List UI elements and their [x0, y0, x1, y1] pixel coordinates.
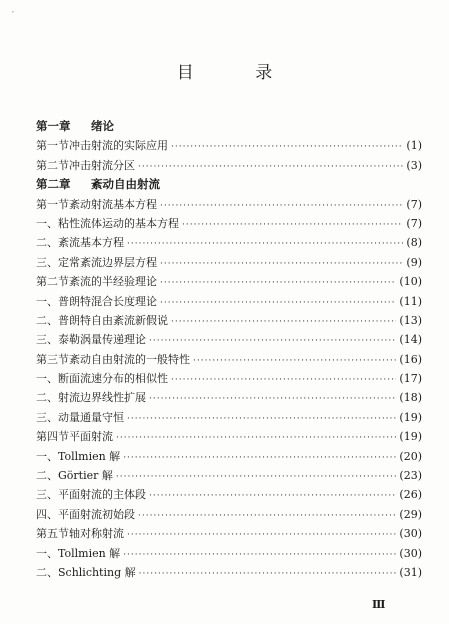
- toc-entry-sub: [36, 370, 422, 389]
- page-title: 目 录: [176, 63, 301, 83]
- toc-entry-sub: [36, 331, 422, 350]
- toc-entry-page: (19): [399, 430, 422, 444]
- toc-entry-chapter: [36, 176, 422, 195]
- toc-entry-title: 二、Görtier 解: [36, 469, 113, 483]
- toc-entry-sub: [36, 389, 422, 408]
- dot-leader: [182, 220, 403, 230]
- dot-leader: [116, 472, 397, 482]
- dot-leader: [160, 278, 396, 288]
- toc-entry-page: (20): [399, 449, 422, 463]
- toc-entry-page: (16): [399, 352, 422, 366]
- toc-entry-sub: [36, 467, 422, 486]
- toc-entry-title: 绪论: [91, 119, 114, 133]
- toc-entry-sub: [36, 254, 422, 273]
- toc-entry-number: 第五节: [36, 527, 69, 541]
- toc-entry-title: 冲击射流分区: [69, 158, 135, 172]
- toc-entry-title: 三、平面射流的主体段: [36, 488, 146, 502]
- toc-entry-title: 一、Tollmien 解: [36, 449, 121, 463]
- toc-entry-sub: [36, 486, 422, 505]
- dot-leader: [171, 317, 396, 327]
- toc-entry-sub: [36, 312, 422, 331]
- dot-leader: [160, 259, 403, 269]
- toc-entry-number: 第二节: [36, 158, 69, 172]
- toc-entry-title: 三、动量通量守恒: [36, 410, 124, 424]
- toc-entry-sub: [36, 448, 422, 467]
- toc-entry-page: (30): [399, 546, 422, 560]
- toc-entry-page: (23): [399, 469, 422, 483]
- dot-leader: [160, 201, 403, 211]
- toc-entry-section: [36, 196, 422, 215]
- dot-leader: [123, 550, 396, 560]
- toc-entry-number: 第二节: [36, 275, 69, 289]
- toc-entry-title: 二、Schlichting 解: [36, 565, 136, 579]
- toc-entry-section: [36, 525, 422, 544]
- dot-leader: [149, 336, 396, 346]
- toc-entry-sub: [36, 564, 422, 583]
- dot-leader: [160, 298, 396, 308]
- toc-entry-page: (7): [406, 197, 422, 211]
- toc-entry-page: (1): [406, 139, 422, 153]
- toc-entry-sub: [36, 234, 422, 253]
- toc-entry-sub: [36, 409, 422, 428]
- dot-leader: [127, 530, 396, 540]
- toc-entry-title: 一、粘性流体运动的基本方程: [36, 216, 179, 230]
- toc-entry-title: 紊动自由射流的一般特性: [69, 352, 190, 366]
- toc-entry-page: (14): [399, 333, 422, 347]
- dot-leader: [116, 433, 396, 443]
- toc-entry-title: 紊流的半经验理论: [69, 275, 157, 289]
- toc-entry-number: 第二章: [36, 177, 71, 192]
- dot-leader: [139, 569, 397, 579]
- toc-entry-page: (10): [399, 275, 422, 289]
- toc-entry-page: (31): [399, 565, 422, 579]
- toc-entry-section: [36, 137, 422, 156]
- toc-entry-title: 二、紊流基本方程: [36, 236, 124, 250]
- toc-entry-title: 一、Tollmien 解: [36, 546, 121, 560]
- toc-entry-section: [36, 273, 422, 292]
- dot-leader: [127, 414, 396, 424]
- toc-entry-sub: [36, 506, 422, 525]
- dot-leader: [149, 491, 396, 501]
- dot-leader: [171, 142, 403, 152]
- toc-entry-section: [36, 351, 422, 370]
- toc-entry-section: [36, 428, 422, 447]
- toc-entry-title: 轴对称射流: [69, 527, 124, 541]
- toc-entry-number: 第三节: [36, 352, 69, 366]
- corner-mark: ′: [12, 10, 14, 19]
- dot-leader: [138, 511, 396, 521]
- toc-entry-page: (29): [399, 507, 422, 521]
- toc-entry-number: 第一节: [36, 197, 69, 211]
- toc-entry-title: 三、泰勒涡量传递理论: [36, 333, 146, 347]
- dot-leader: [138, 162, 403, 172]
- table-of-contents: [36, 118, 422, 583]
- toc-entry-page: (19): [399, 410, 422, 424]
- toc-entry-chapter: [36, 118, 422, 137]
- toc-entry-sub: [36, 215, 422, 234]
- toc-entry-page: (18): [399, 391, 422, 405]
- dot-leader: [127, 239, 403, 249]
- dot-leader: [171, 375, 396, 385]
- toc-entry-page: (9): [406, 255, 422, 269]
- toc-entry-title: 冲击射流的实际应用: [69, 139, 168, 153]
- toc-entry-page: (26): [399, 488, 422, 502]
- toc-entry-title: 一、普朗特混合长度理论: [36, 294, 157, 308]
- toc-entry-section: [36, 157, 422, 176]
- dot-leader: [123, 453, 396, 463]
- toc-entry-page: (3): [406, 158, 422, 172]
- dot-leader: [193, 356, 396, 366]
- toc-entry-title: 二、普朗特自由紊流新假说: [36, 313, 168, 327]
- toc-entry-page: (7): [406, 216, 422, 230]
- toc-entry-title: 三、定常紊流边界层方程: [36, 255, 157, 269]
- toc-entry-page: (8): [406, 236, 422, 250]
- toc-entry-title: 平面射流: [69, 430, 113, 444]
- toc-entry-sub: [36, 293, 422, 312]
- toc-entry-page: (13): [399, 313, 422, 327]
- toc-entry-sub: [36, 545, 422, 564]
- dot-leader: [149, 394, 396, 404]
- toc-entry-number: 第四节: [36, 430, 69, 444]
- toc-entry-title: 一、断面流速分布的相似性: [36, 372, 168, 386]
- toc-entry-page: (17): [399, 372, 422, 386]
- page-number: Ⅲ: [372, 598, 386, 611]
- toc-entry-number: 第一章: [36, 119, 71, 133]
- toc-entry-page: (11): [399, 294, 422, 308]
- toc-entry-title: 紊动射流基本方程: [69, 197, 157, 211]
- toc-entry-title: 四、平面射流初始段: [36, 507, 135, 521]
- toc-entry-number: 第一节: [36, 139, 69, 153]
- toc-entry-title: 二、射流边界线性扩展: [36, 391, 146, 405]
- toc-entry-page: (30): [399, 527, 422, 541]
- toc-entry-title: 紊动自由射流: [91, 177, 160, 192]
